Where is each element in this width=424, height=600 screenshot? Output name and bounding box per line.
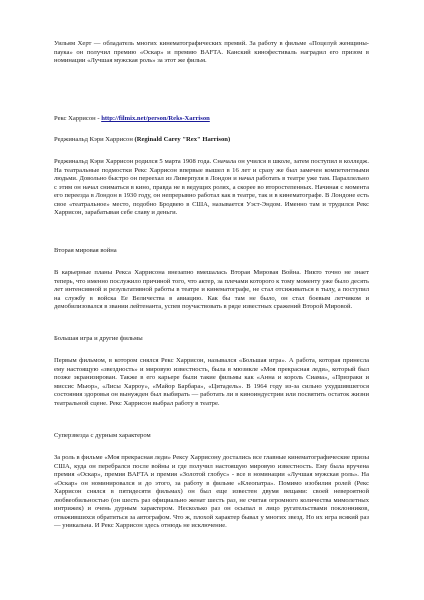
source-prefix: Рекс Харрисон - [54,115,102,122]
section-title-big-game: Большая игра и другие фильмы [54,335,143,342]
source-link[interactable]: http://filmix.net/person/Reks-Xarrison [101,115,210,122]
section-title-superstar: Суперзвезда с дурным характером [54,432,151,439]
section-text-big-game: Первым фильмом, в котором снялся Рекс Харрисон, назывался «Большая игра». А работа, которая принесла ему настоящую «звездность» и мировую известность, была в мюзикле «Моя прекрасная леди», который был позже экранизирован. Также в его карьере были такие фильмы как «Анна и король Сиама», «Призраки и миссис Мьюр», «Лисы Харроу», «Майор Барбара», «Цитадель». В 1964 году из-за сильно ухудшившегося состояния здоровья он вынужден был выбирать — работать ли в киноиндустрии или посвятить остаток жизни театральной сцене. Рекс Харрисон выбрал работу в театре. [54,357,369,407]
intro-paragraph: Уильям Херт — обладатель многих кинематографических премий. За работу в фильме «Поцелуй женщины-паука» он получил премию «Оскар» и премию BAFTA. Канский кинофестиваль наградил его призом в номинации «Лучшая мужская роль» за этот же фильм. [54,40,369,64]
source-line [54,115,369,124]
section-title-war: Вторая мировая война [54,247,117,254]
section-text-war: В карьерные планы Рекса Харрисона внезапно вмешалась Вторая Мировая Война. Никто точно не знает теперь, что именно послужило причиной того, что актер, за плечами которого к тому моменту уже было десять лет интенсивной и результативной работы в театре и кинематографе, не стал отсиживаться в тылу, а поступил на службу в войска Ее Величества в авиацию. Как бы там не было, он стал боевым летчиком и демобилизовался в звании лейтенанта, успев поучаствовать в ряде известных сражений Второй Мировой. [54,269,369,310]
full-name-en: (Reginald Carey "Rex" Harrison) [134,136,231,143]
full-name-ru: Реджинальд Кэри Харрисон [54,136,135,143]
full-name-heading [54,136,369,145]
bio-paragraph: Реджинальд Кэри Харрисон родился 5 марта 1908 года. Сначала он учился в школе, затем поступил в колледж. На театральные подмостки Рекс Харрисон впервые вышел в 16 лет и сразу же был замечен компетентными людьми. Довольно быстро он переехал из Ливерпуля в Лондон и начал работать в театре уже там. Параллельно с этим он начал сниматься в кино, правда не в ведущих ролях, а скорее во второстепенных. Начиная с момента его переезда в Лондон в 1930 году, он непрерывно работал как в театре, так и в кинематографе. В Лондоне есть свое «театральное» место, подобно Бродвею в США, называется Уэст-Эндом. Именно там и трудился Рекс Харрисон, зарабатывая себе славу и деньги. [54,158,369,216]
section-text-superstar: За роль в фильме «Моя прекрасная леди» Рексу Харрисону достались все главные кинематографические призы США, куда он перебрался после войны и где получил настоящую мировую известность. Ему была вручена премия «Оскар», премия BAFTA и премия «Золотой глобус» - все в номинации «Лучшая мужская роль». На «Оскар» он номинировался и до этого, за работу в фильме «Клеопатра». Помимо изобилия ролей (Рекс Харрисон снялся в пятидесяти фильмах) он был еще известен двумя вещами: своей невероятной любвеобильностью (он шесть раз официально женат шесть раз, не считая огромного количества мимолетных интрижек) и очень дурным характером. Несколько раз он осыпал в лицо ругательствами поклонников, отважившихся обратиться за автографом. Что ж, плохой характер бывал у многих звезд. Но их игра всякий раз — уникальна. И Рекс Харрисон здесь отнюдь не исключение. [54,454,369,529]
